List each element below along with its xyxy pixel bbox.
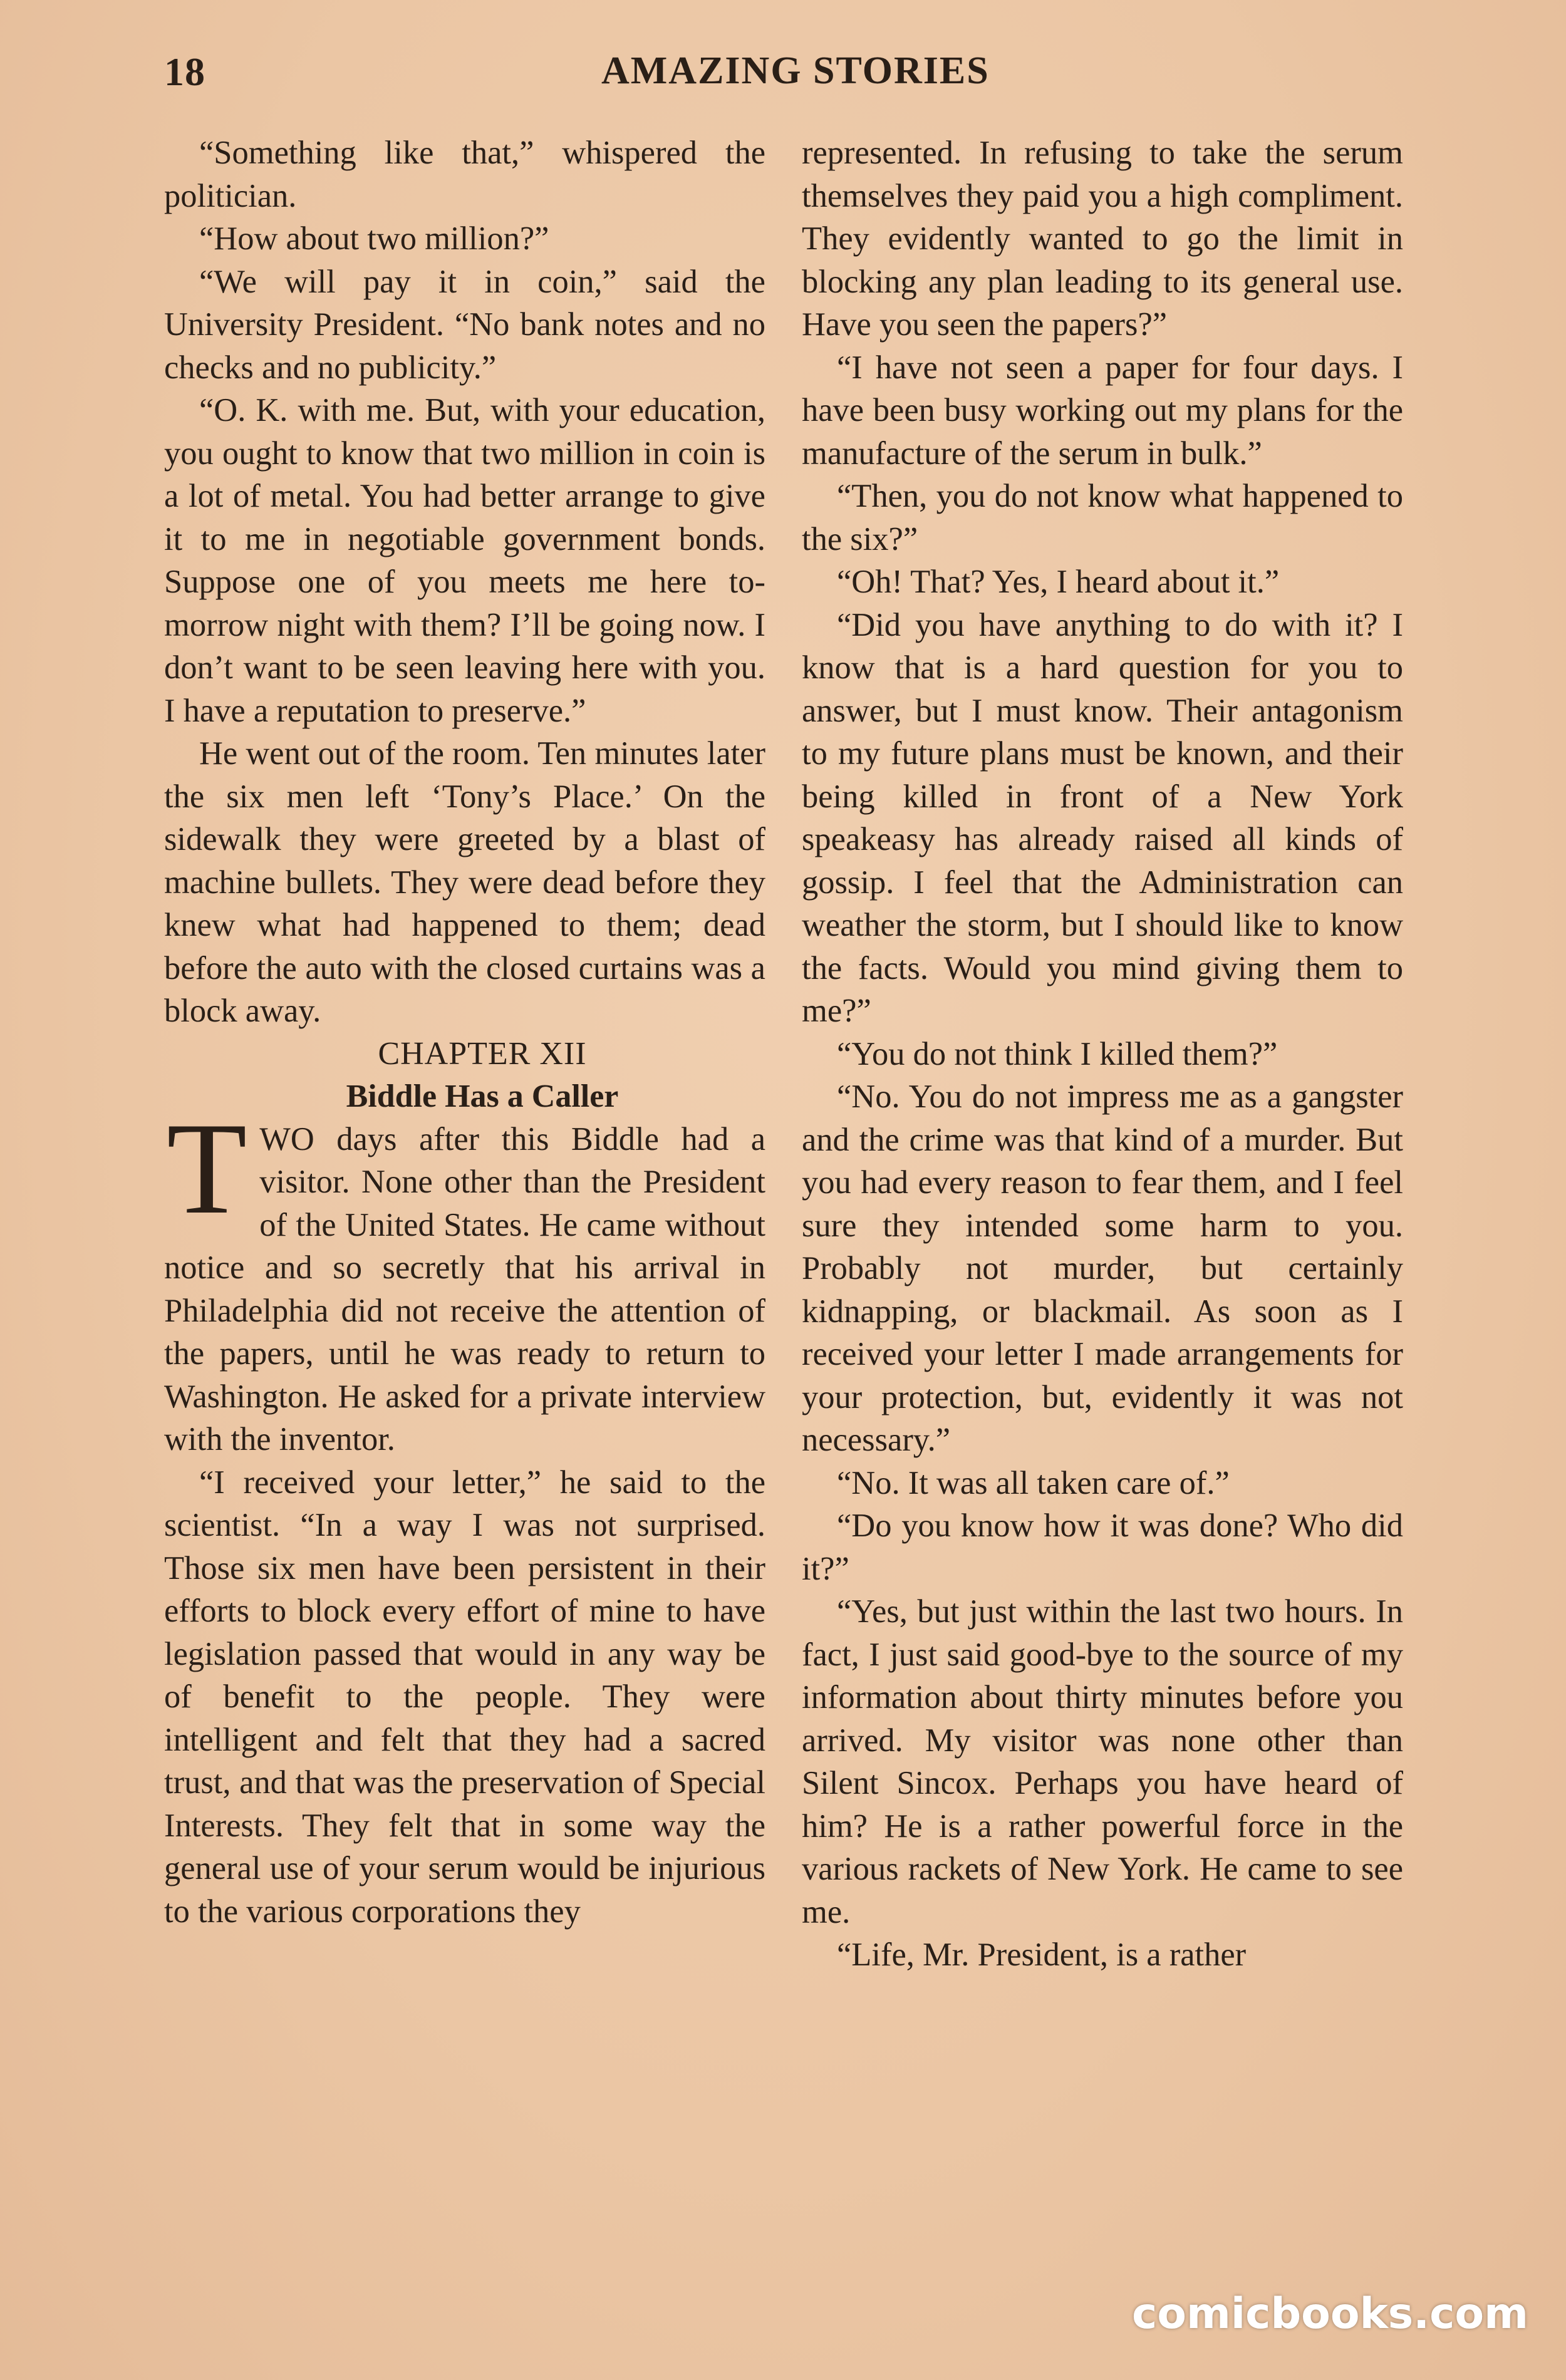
paragraph: “Do you know how it was done? Who did it?” (802, 1508, 1403, 1587)
paragraph: “No. You do not impress me as a gangster and the crime was that kind of a murder. But you had every reason to fear them, and I feel sure they intended some harm to you. Probably not murder, but certainly kidnapping, or blackmail. As soon as I received your letter I made arrangements for your protection, but, evidently it was not necessary.” (802, 1079, 1403, 1458)
paragraph: “O. K. with me. But, with your education, you ought to know that two million in coin is a lot of metal. You had better arrange to give it to me in negotiable government bonds. Suppose one of you meets me here to-morrow night with them? I’ll be going now. I don’t want to be seen leaving here with you. I have a reputation to preserve.” (164, 392, 765, 729)
paragraph: “I received your letter,” he said to the scientist. “In a way I was not surprised. Those six men have been persistent in their efforts to block every effort of mine to have legislation passed that would in any way be of benefit to the people. They were intelligent and felt that they had a sacred trust, and that was the preservation of Special Interests. They felt that in some way the general use of your serum would be injurious to the various corporations they (164, 1464, 765, 1930)
paragraph: “No. It was all taken care of.” (837, 1464, 1230, 1501)
paragraph: “Then, you do not know what happened to the six?” (802, 478, 1403, 557)
paragraph: “Something like that,” whispered the politician. (164, 135, 765, 214)
magazine-title: AMAZING STORIES (601, 49, 990, 92)
paragraph-continued: represented. In refusing to take the serum themselves they paid you a high compliment. They evidently wanted to go the limit in blocking any plan leading to its general use. Have you seen the papers?” (802, 135, 1403, 343)
paragraph: “You do not think I killed them?” (837, 1035, 1278, 1072)
drop-cap: T (167, 1095, 247, 1241)
paragraph: “How about two million?” (199, 220, 549, 257)
watermark: comicbooks.com (1131, 2289, 1528, 2339)
paragraph: “Oh! That? Yes, I heard about it.” (837, 564, 1280, 600)
chapter-title: Biddle Has a Caller (346, 1078, 619, 1114)
paragraph: He went out of the room. Ten minutes later the six men left ‘Tony’s Place.’ On the sidewalk they were greeted by a blast of machine bullets. They were dead before they knew what had happened to them; dead before the auto with the closed curtains was a block away. (164, 735, 765, 1029)
paragraph: “I have not seen a paper for four days. I have been busy working out my plans for the manufacture of the serum in bulk.” (802, 349, 1403, 472)
paragraph-text: WO days after this Biddle had a visitor. None other than the President of the United States. He came without notice and so secretly that his arrival in Philadelphia did not receive the attention of the papers, until he was ready to return to Washington. He asked for a private interview with the inventor. (164, 1120, 765, 1457)
right-column (802, 132, 1403, 1977)
paragraph: “Did you have anything to do with it? I know that is a hard question for you to answer, but I must know. Their antagonism to my future plans must be known, and their being killed in front of a New York speakeasy has already raised all kinds of gossip. I feel that the Administration can weather the storm, but I should like to know the facts. Would you mind giving them to me?” (802, 606, 1403, 1029)
paragraph: “Yes, but just within the last two hours. In fact, I just said good-bye to the source of my information about thirty minutes before you arrived. My visitor was none other than Silent Sincox. Perhaps you have heard of him? He is a rather powerful force in the various rackets of New York. He came to see me. (802, 1593, 1403, 1930)
paragraph: “We will pay it in coin,” said the University President. “No bank notes and no checks and no publicity.” (164, 263, 765, 386)
chapter-number: CHAPTER XII (378, 1035, 587, 1072)
left-column (164, 132, 765, 1933)
page-number: 18 (164, 49, 205, 94)
paragraph: “Life, Mr. President, is a rather (837, 1937, 1247, 1973)
